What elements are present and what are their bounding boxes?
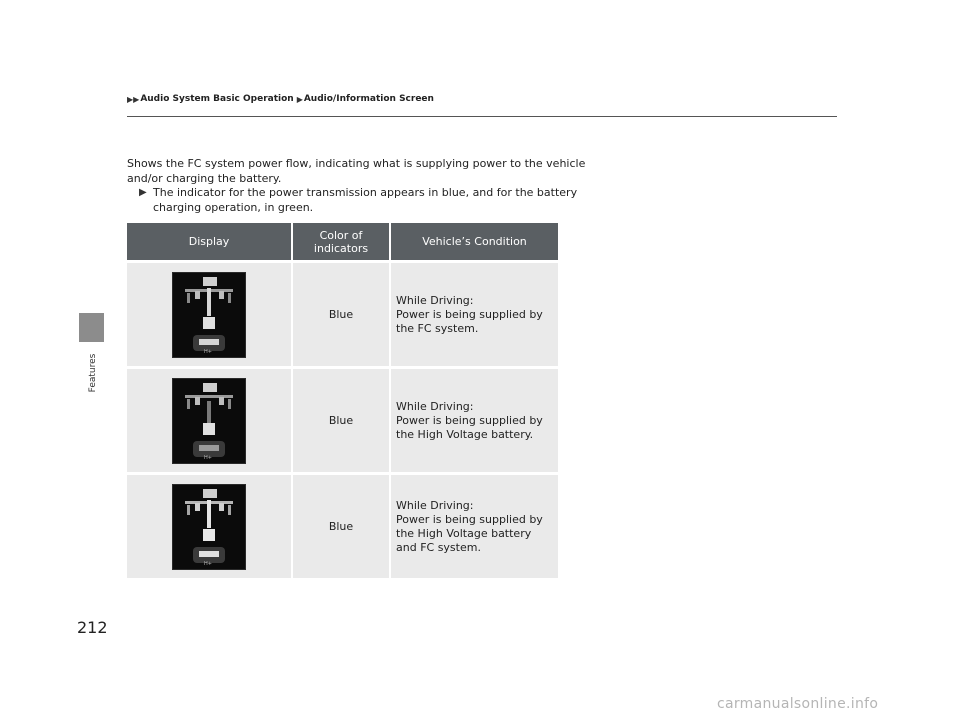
condition-text: Power is being supplied by the FC system. [396,307,543,335]
condition-heading: While Driving: [396,498,474,512]
condition-cell [391,475,558,578]
condition-heading: While Driving: [396,399,474,413]
header-condition: Vehicle’s Condition [422,235,527,248]
note-text: The indicator for the power transmission appears in blue, and for the battery charging operation, in green. [153,186,578,214]
table-row [127,475,558,578]
header-rule [127,116,837,117]
section-tab-marker [79,313,104,342]
intro-paragraph: Shows the FC system power flow, indicating what is supplying power to the vehicle and/or charging the battery. [127,157,586,185]
note [139,185,579,215]
header-color: Color of indicators [293,223,391,260]
page-number: 212 [77,618,108,637]
svg-text:H+: H+ [204,454,212,461]
double-arrow-icon: ▶▶ [127,94,140,104]
breadcrumb-item-audio-info-screen[interactable]: Audio/Information Screen [303,94,434,104]
table-header [127,223,558,260]
arrow-icon: ▶ [296,94,303,104]
breadcrumb-item-audio-system[interactable]: Audio System Basic Operation [140,94,294,104]
display-cell [127,369,293,472]
header-display: Display [127,223,293,260]
table-row [127,369,558,472]
condition-text: Power is being supplied by the High Voltage battery. [396,413,543,441]
svg-text:H+: H+ [204,348,212,355]
color-cell: Blue [293,475,391,578]
power-flow-hv-battery-icon [172,378,246,464]
table-row [127,263,558,366]
condition-cell [391,369,558,472]
arrow-icon: ▶ [139,187,147,198]
watermark: carmanualsonline.info [717,696,879,712]
condition-heading: While Driving: [396,293,474,307]
color-cell: Blue [293,263,391,366]
condition-cell [391,263,558,366]
power-flow-battery-and-fc-icon [172,484,246,570]
breadcrumb [127,94,434,104]
display-cell [127,263,293,366]
section-label: Features [88,353,98,393]
display-cell [127,475,293,578]
svg-text:H+: H+ [204,560,212,567]
condition-text: Power is being supplied by the High Voltage battery and FC system. [396,512,543,554]
power-flow-fc-system-icon [172,272,246,358]
color-cell: Blue [293,369,391,472]
power-flow-table [127,223,558,578]
